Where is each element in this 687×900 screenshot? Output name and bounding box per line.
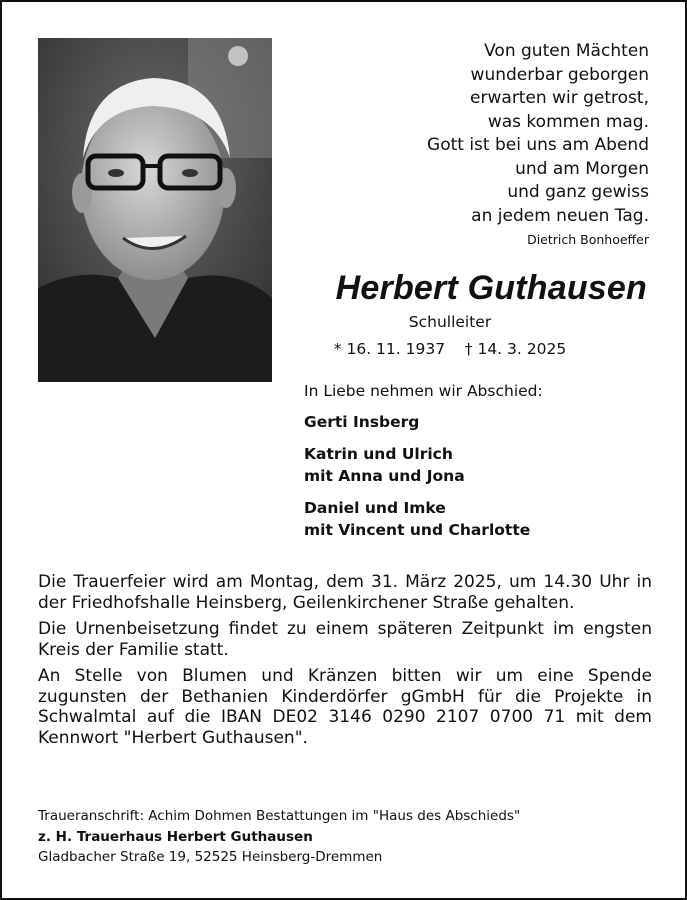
poem-line: und ganz gewiss [507,182,649,202]
poem-author: Dietrich Bonhoeffer [527,232,649,247]
deceased-name: Herbert Guthausen [335,269,647,307]
mourner-group [304,443,649,487]
deceased-profession: Schulleiter [408,313,492,331]
poem-line: an jedem neuen Tag. [471,205,649,226]
mourner-group [304,411,649,433]
poem-line: und am Morgen [515,158,649,179]
poem-line: was kommen mag. [487,111,649,132]
poem-line: erwarten wir getrost, [470,88,649,108]
mourning-address [38,806,652,868]
portrait-photo [38,38,272,382]
address-line: Gladbacher Straße 19, 52525 Heinsberg-Dremmen [38,849,383,865]
address-line: z. H. Trauerhaus Herbert Guthausen [38,828,313,845]
poem-line: Gott ist bei uns am Abend [427,135,649,155]
poem-line: Von guten Mächten [484,41,649,61]
mourner-name: Katrin und Ulrich [304,445,453,463]
mourners-block [304,380,649,551]
mourner-name: Daniel und Imke [304,499,446,517]
announcement-text [38,572,652,754]
funeral-paragraph: Die Trauerfeier wird am Montag, dem 31. März 2025, um 14.30 Uhr in der Friedhofshalle Heinsberg, Geilenkirchener Straße gehalten. [38,572,652,613]
address-line: Traueranschrift: Achim Dohmen Bestattungen im "Haus des Abschieds" [38,808,521,824]
mourner-name: Gerti Insberg [304,413,420,431]
donation-paragraph: An Stelle von Blumen und Kränzen bitten wir um eine Spende zugunsten der Bethanien Kinderdörfer gGmbH für die Projekte in Schwalmtal auf die IBAN DE02 3146 0290 2107 0700 71 mit dem Kennwort "Herbert Guthausen". [38,666,652,748]
poem-line: wunderbar geborgen [470,64,649,85]
poem-block [309,40,649,251]
mourners-intro: In Liebe nehmen wir Abschied: [304,382,543,400]
mourner-name: mit Anna und Jona [304,467,465,485]
mourner-group [304,497,649,541]
burial-paragraph: Die Urnenbeisetzung findet zu einem späteren Zeitpunkt im engsten Kreis der Familie statt. [38,619,652,660]
life-dates: * 16. 11. 1937 † 14. 3. 2025 [333,340,567,358]
mourner-name: mit Vincent und Charlotte [304,521,531,539]
